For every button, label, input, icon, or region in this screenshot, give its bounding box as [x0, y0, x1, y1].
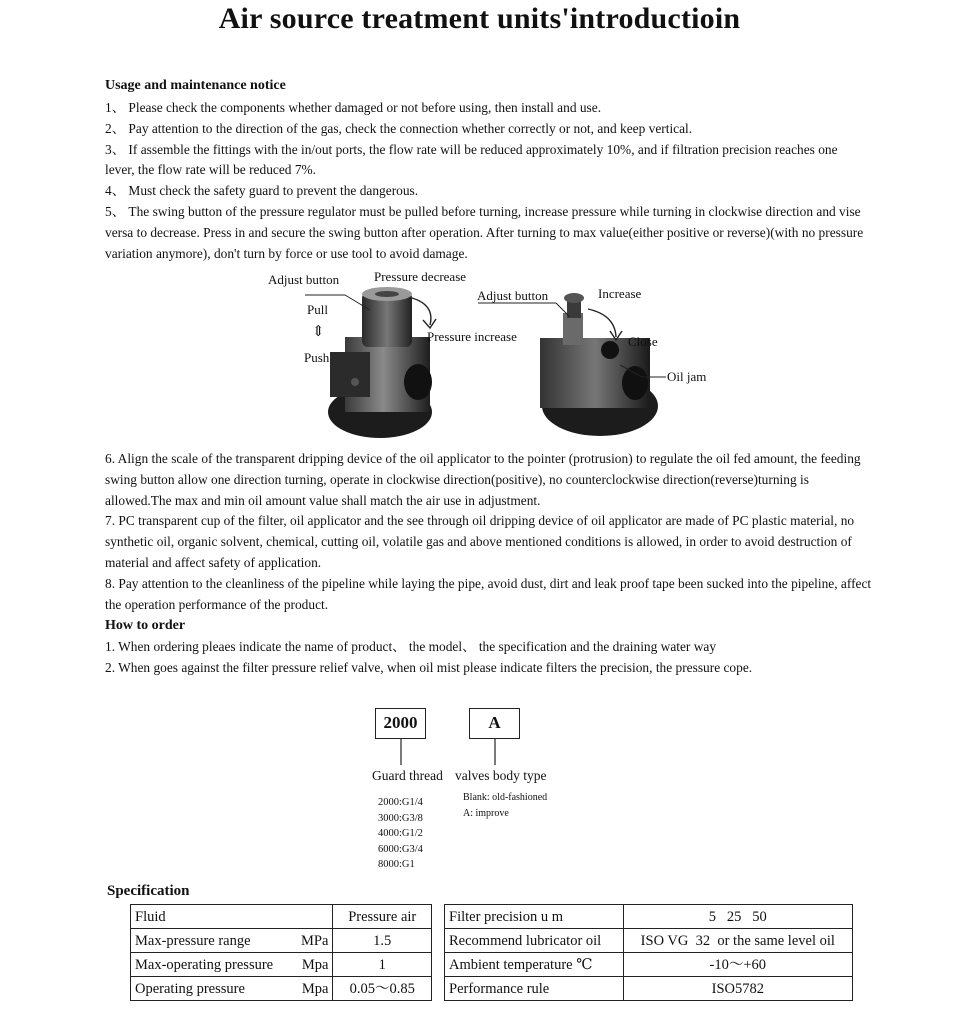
page-title: Air source treatment units'introductioin — [218, 2, 741, 35]
usage-item: 2、 Pay attention to the direction of the gas, check the connection whether correctly or not, and keep vertical. — [105, 120, 693, 136]
usage-item: 1、 Please check the components whether damaged or not before using, then install and use. — [105, 100, 602, 115]
spec-name-cell: Performance rule — [445, 977, 624, 1001]
usage-item: 3、 If assemble the fittings with the in/out ports, the flow rate will be reduced approximately 10%, and if filtration precision reaches one lever, the flow rate will be reduced 7%. — [105, 141, 838, 178]
pressure-decrease-label: Pressure decrease — [374, 269, 467, 284]
spec-value-cell: 1.5 — [333, 929, 432, 953]
body-type-options — [463, 790, 547, 821]
spec-table-right — [444, 904, 853, 1001]
notes-list — [105, 449, 873, 615]
thread-option: 2000:G1/4 — [378, 797, 423, 808]
table-row — [131, 929, 432, 953]
table-row — [131, 905, 432, 929]
spec-value-cell: 1 — [333, 953, 432, 977]
thread-options — [378, 795, 423, 873]
code-connectors — [380, 739, 520, 767]
pull-label: Pull — [307, 302, 328, 317]
spec-name-cell: Max-operating pressure Mpa — [131, 953, 333, 977]
right-callouts — [470, 295, 680, 395]
table-row — [445, 929, 853, 953]
spec-value-cell: ISO5782 — [623, 977, 852, 1001]
spec-value-cell: ISO VG 32 or the same level oil — [623, 929, 852, 953]
table-row — [131, 977, 432, 1001]
left-adjust-button-label: Adjust button — [268, 272, 340, 287]
spec-value-cell: 5 25 50 — [623, 905, 852, 929]
spec-name-cell: Max-pressure range MPa — [131, 929, 333, 953]
spec-heading: Specification — [107, 883, 190, 899]
spec-table-left — [130, 904, 432, 1001]
push-label: Push — [304, 350, 330, 365]
body-type-label: valves body type — [455, 768, 547, 783]
note-item: 8. Pay attention to the cleanliness of the pipeline while laying the pipe, avoid dust, dirt and leak proof tape been sucked into the pipeline, affect the operation performance of the product. — [105, 575, 872, 612]
close-label: Close — [628, 334, 658, 349]
thread-option: 8000:G1 — [378, 859, 415, 870]
order-list — [105, 637, 875, 679]
note-item: 7. PC transparent cup of the filter, oil applicator and the see through oil dripping device of oil applicator are made of PC plastic material, no synthetic oil, organic solvent, chemical, cutting oil, volatile gas and above mentioned conditions is allowed, in order to avoid destruction of material and affect safety of application. — [105, 513, 855, 570]
thread-option: 3000:G3/8 — [378, 812, 423, 824]
table-row — [445, 953, 853, 977]
spec-name-cell: Filter precision u m — [445, 905, 624, 929]
spec-name-cell: Fluid — [131, 905, 333, 929]
note-item: 6. Align the scale of the transparent dripping device of the oil applicator to the pointer (protrusion) to regulate the oil fed amount, the feeding swing button allow one direction turning, operate in clockwise direction(positive), no counterclockwise direction(reverse)turning is allowed.The max and min oil amount value shall match the air use in adjustment. — [105, 451, 861, 508]
code-box-thread: 2000 — [375, 708, 426, 739]
spec-name-cell: Ambient temperature ℃ — [445, 953, 624, 977]
left-callouts — [300, 280, 460, 340]
spec-value-cell: 0.05～0.85 — [333, 977, 432, 1001]
thread-option: 6000:G3/4 — [378, 843, 423, 855]
table-row — [445, 905, 853, 929]
spec-value-cell: Pressure air — [333, 905, 432, 929]
pull-push-arrow-icon: ⇕ — [312, 324, 325, 340]
code-box-body: A — [469, 708, 520, 739]
table-row — [131, 953, 432, 977]
usage-heading: Usage and maintenance notice — [105, 78, 286, 93]
usage-item: 4、 Must check the safety guard to prevent the dangerous. — [105, 183, 419, 199]
spec-value-cell: -10～+60 — [623, 953, 852, 977]
right-adjust-button-label: Adjust button — [477, 288, 549, 303]
body-type-option: A: improve — [463, 807, 509, 819]
usage-list — [105, 98, 870, 264]
thread-option: 4000:G1/2 — [378, 828, 423, 839]
spec-name-cell: Operating pressure Mpa — [131, 977, 333, 1001]
oil-jam-label: Oil jam — [667, 369, 707, 384]
usage-item: 5、 The swing button of the pressure regulator must be pulled before turning, increase pressure while turning in clockwise direction and vise versa to decrease. Press in and secure the swing button after operation. After turning to max value(either positive or reverse)(with no pressure variation anymore), don't turn by force or use tool to avoid damage. — [105, 203, 864, 261]
body-type-option: Blank: old-fashioned — [463, 792, 548, 803]
increase-label: Increase — [598, 286, 642, 301]
order-item: 2. When goes against the filter pressure relief valve, when oil mist please indicate filters the precision, the pressure cope. — [105, 659, 753, 675]
order-item: 1. When ordering pleaes indicate the name of product、 the model、 the specification and the draining water way — [105, 639, 717, 654]
pressure-increase-label: Pressure increase — [427, 329, 517, 344]
table-row — [445, 977, 853, 1001]
spec-name-cell: Recommend lubricator oil — [445, 929, 624, 953]
order-heading: How to order — [105, 618, 186, 633]
guard-thread-label: Guard thread — [372, 768, 443, 783]
